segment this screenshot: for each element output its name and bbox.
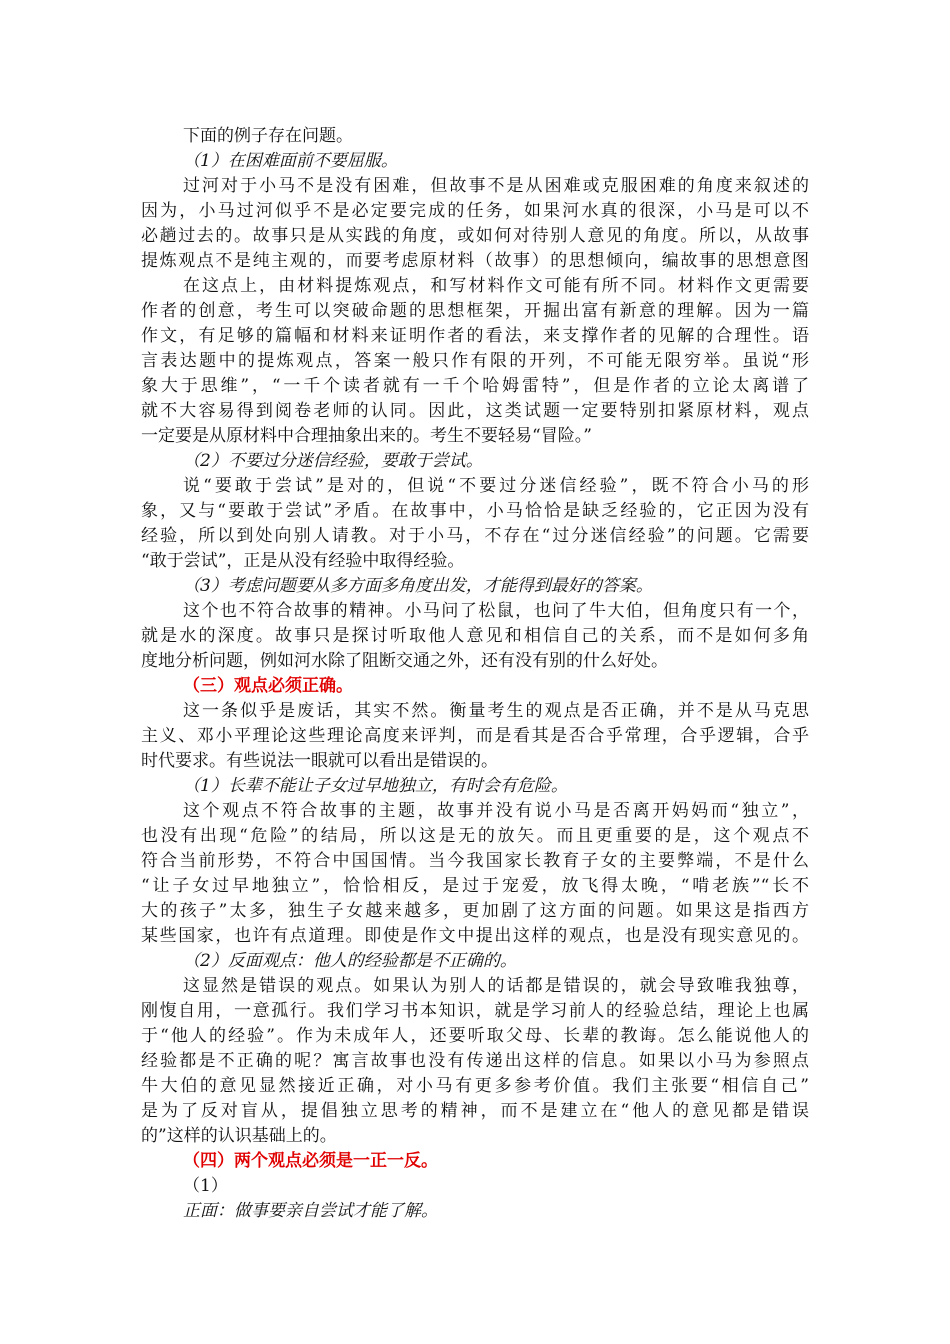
text-line: 主义、邓小平理论这些理论高度来评判，而是看其是否合乎常理，合乎逻辑，合乎 (141, 726, 809, 746)
text-line: 大的孩子”太多，独生子女越来越多，更加剧了这方面的问题。如果这是指西方 (141, 901, 809, 921)
text-line: 正面：做事要亲自尝试才能了解。 (183, 1201, 438, 1221)
text-line: 言表达题中的提炼观点，答案一般只作有限的开列，不可能无限穷举。虽说“形 (141, 351, 809, 371)
document-page (141, 124, 809, 1224)
text-line: （1）在困难面前不要屈服。 (183, 151, 398, 171)
text-line: 下面的例子存在问题。 (183, 126, 353, 146)
text-line: 作文，有足够的篇幅和材料来证明作者的看法，来支撑作者的见解的合理性。语 (141, 326, 809, 346)
text-line: （1） (183, 1176, 228, 1196)
text-line: 时代要求。有些说法一眼就可以看出是错误的。 (141, 751, 498, 771)
text-line: 于“他人的经验”。作为未成年人，还要听取父母、长辈的教诲。怎么能说他人的 (141, 1026, 809, 1046)
text-line: 作者的创意，考生可以突破命题的思想框架，开掘出富有新意的理解。因为一篇 (141, 301, 809, 321)
text-line: 符合当前形势，不符合中国国情。当今我国家长教育子女的主要弊端，不是什么 (141, 851, 809, 871)
text-line: 在这点上，由材料提炼观点，和写材料作文可能有所不同。材料作文更需要 (183, 276, 809, 296)
text-line: 就是水的深度。故事只是探讨听取他人意见和相信自己的关系，而不是如何多角 (141, 626, 809, 646)
text-line: 某些国家，也许有点道理。即使是作文中提出这样的观点，也是没有现实意见的。 (141, 926, 809, 946)
text-line: 这显然是错误的观点。如果认为别人的话都是错误的，就会导致唯我独尊， (183, 976, 809, 996)
text-line: （3）考虑问题要从多方面多角度出发，才能得到最好的答案。 (183, 576, 653, 596)
text-line: 这个观点不符合故事的主题，故事并没有说小马是否离开妈妈而“独立”， (183, 801, 809, 821)
text-line: （2）不要过分迷信经验，要敢于尝试。 (183, 451, 483, 471)
text-line: 度地分析问题，例如河水除了阻断交通之外，还有没有别的什么好处。 (141, 651, 668, 671)
text-line: 过河对于小马不是没有困难，但故事不是从困难或克服困难的角度来叙述的 (183, 176, 809, 196)
text-line: （2）反面观点：他人的经验都是不正确的。 (183, 951, 517, 971)
text-line: 象大于思维”，“一千个读者就有一千个哈姆雷特”，但是作者的立论太离谱了 (141, 376, 809, 396)
text-line: 是为了反对盲从，提倡独立思考的精神，而不是建立在“他人的意见都是错误 (141, 1101, 809, 1121)
text-line: 这一条似乎是废话，其实不然。衡量考生的观点是否正确，并不是从马克思 (183, 701, 809, 721)
text-line: 也没有出现“危险”的结局，所以这是无的放矢。而且更重要的是，这个观点不 (141, 826, 809, 846)
text-line: （1）长辈不能让子女过早地独立，有时会有危险。 (183, 776, 568, 796)
section-heading: （四）两个观点必须是一正一反。 (183, 1151, 438, 1171)
text-line: 提炼观点不是纯主观的，而要考虑原材料（故事）的思想倾向，编故事的思想意图 (141, 251, 809, 271)
text-line: 经验都是不正确的呢？寓言故事也没有传递出这样的信息。如果以小马为参照点 (141, 1051, 809, 1071)
text-line: “敢于尝试”，正是从没有经验中取得经验。 (141, 551, 465, 571)
text-line: 经验，所以到处向别人请教。对于小马，不存在“过分迷信经验”的问题。它需要 (141, 526, 809, 546)
section-heading: （三）观点必须正确。 (183, 676, 353, 696)
text-line: 必趟过去的。故事只是从实践的角度，或如何对待别人意见的角度。所以，从故事 (141, 226, 809, 246)
text-line: 一定要是从原材料中合理抽象出来的。考生不要轻易“冒险。” (141, 426, 592, 446)
text-line: “让子女过早地独立”，恰恰相反，是过于宠爱，放飞得太晚，“啃老族”“长不 (141, 876, 809, 896)
text-line: 的”这样的认识基础上的。 (141, 1126, 337, 1146)
text-line: 刚愎自用，一意孤行。我们学习书本知识，就是学习前人的经验总结，理论上也属 (141, 1001, 809, 1021)
text-line: 说“要敢于尝试”是对的，但说“不要过分迷信经验”，既不符合小马的形 (183, 476, 809, 496)
text-line: 牛大伯的意见显然接近正确，对小马有更多参考价值。我们主张要“相信自己” (141, 1076, 809, 1096)
text-line: 因为，小马过河似乎不是必定要完成的任务，如果河水真的很深，小马是可以不 (141, 201, 809, 221)
text-line: 象，又与“要敢于尝试”矛盾。在故事中，小马恰恰是缺乏经验的，它正因为没有 (141, 501, 809, 521)
text-line: 这个也不符合故事的精神。小马问了松鼠，也问了牛大伯，但角度只有一个， (183, 601, 809, 621)
text-line: 就不大容易得到阅卷老师的认同。因此，这类试题一定要特别扣紧原材料，观点 (141, 401, 809, 421)
